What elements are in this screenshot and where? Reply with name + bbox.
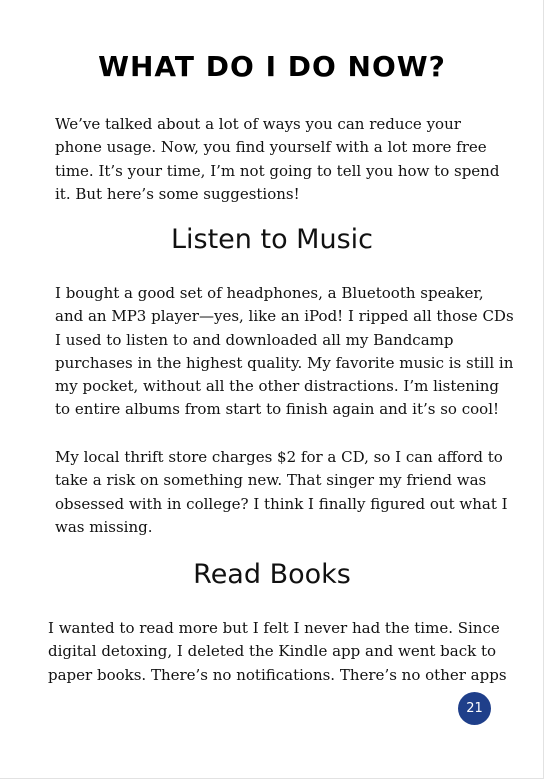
text-line: was missing. bbox=[55, 517, 153, 536]
music-paragraph-1 bbox=[55, 282, 514, 422]
text-line: it. But here’s some suggestions! bbox=[55, 184, 300, 203]
text-line: take a risk on something new. That singer my friend was bbox=[55, 471, 487, 490]
music-paragraph-2 bbox=[55, 446, 508, 539]
text-line: purchases in the highest quality. My favorite music is still in bbox=[55, 353, 514, 372]
text-line: We’ve talked about a lot of ways you can reduce your bbox=[55, 115, 461, 133]
intro-paragraph bbox=[55, 113, 499, 206]
page-number-badge: 21 bbox=[458, 692, 491, 725]
section-heading-books: Read Books bbox=[193, 559, 351, 590]
text-line: obsessed with in college? I think I finally figured out what I bbox=[55, 494, 508, 513]
section-heading-music: Listen to Music bbox=[170, 224, 373, 255]
text-line: I used to listen to and downloaded all my Bandcamp bbox=[55, 330, 454, 349]
text-line: I wanted to read more but I felt I never had the time. Since bbox=[48, 619, 500, 637]
text-line: paper books. There’s no notifications. There’s no other apps bbox=[48, 665, 507, 684]
text-line: to entire albums from start to finish again and it’s so cool! bbox=[55, 400, 500, 419]
text-line: time. It’s your time, I’m not going to tell you how to spend bbox=[55, 161, 500, 180]
text-line: I bought a good set of headphones, a Bluetooth speaker, bbox=[55, 284, 484, 302]
text-line: my pocket, without all the other distractions. I’m listening bbox=[55, 377, 500, 396]
books-paragraph bbox=[48, 617, 507, 687]
text-line: phone usage. Now, you find yourself with a lot more free bbox=[55, 138, 487, 157]
text-line: My local thrift store charges $2 for a CD, so I can afford to bbox=[55, 448, 503, 466]
page-title: WHAT DO I DO NOW? bbox=[98, 50, 446, 83]
text-line: digital detoxing, I deleted the Kindle app and went back to bbox=[48, 642, 497, 661]
text-line: and an MP3 player—yes, like an iPod! I ripped all those CDs bbox=[55, 307, 514, 326]
